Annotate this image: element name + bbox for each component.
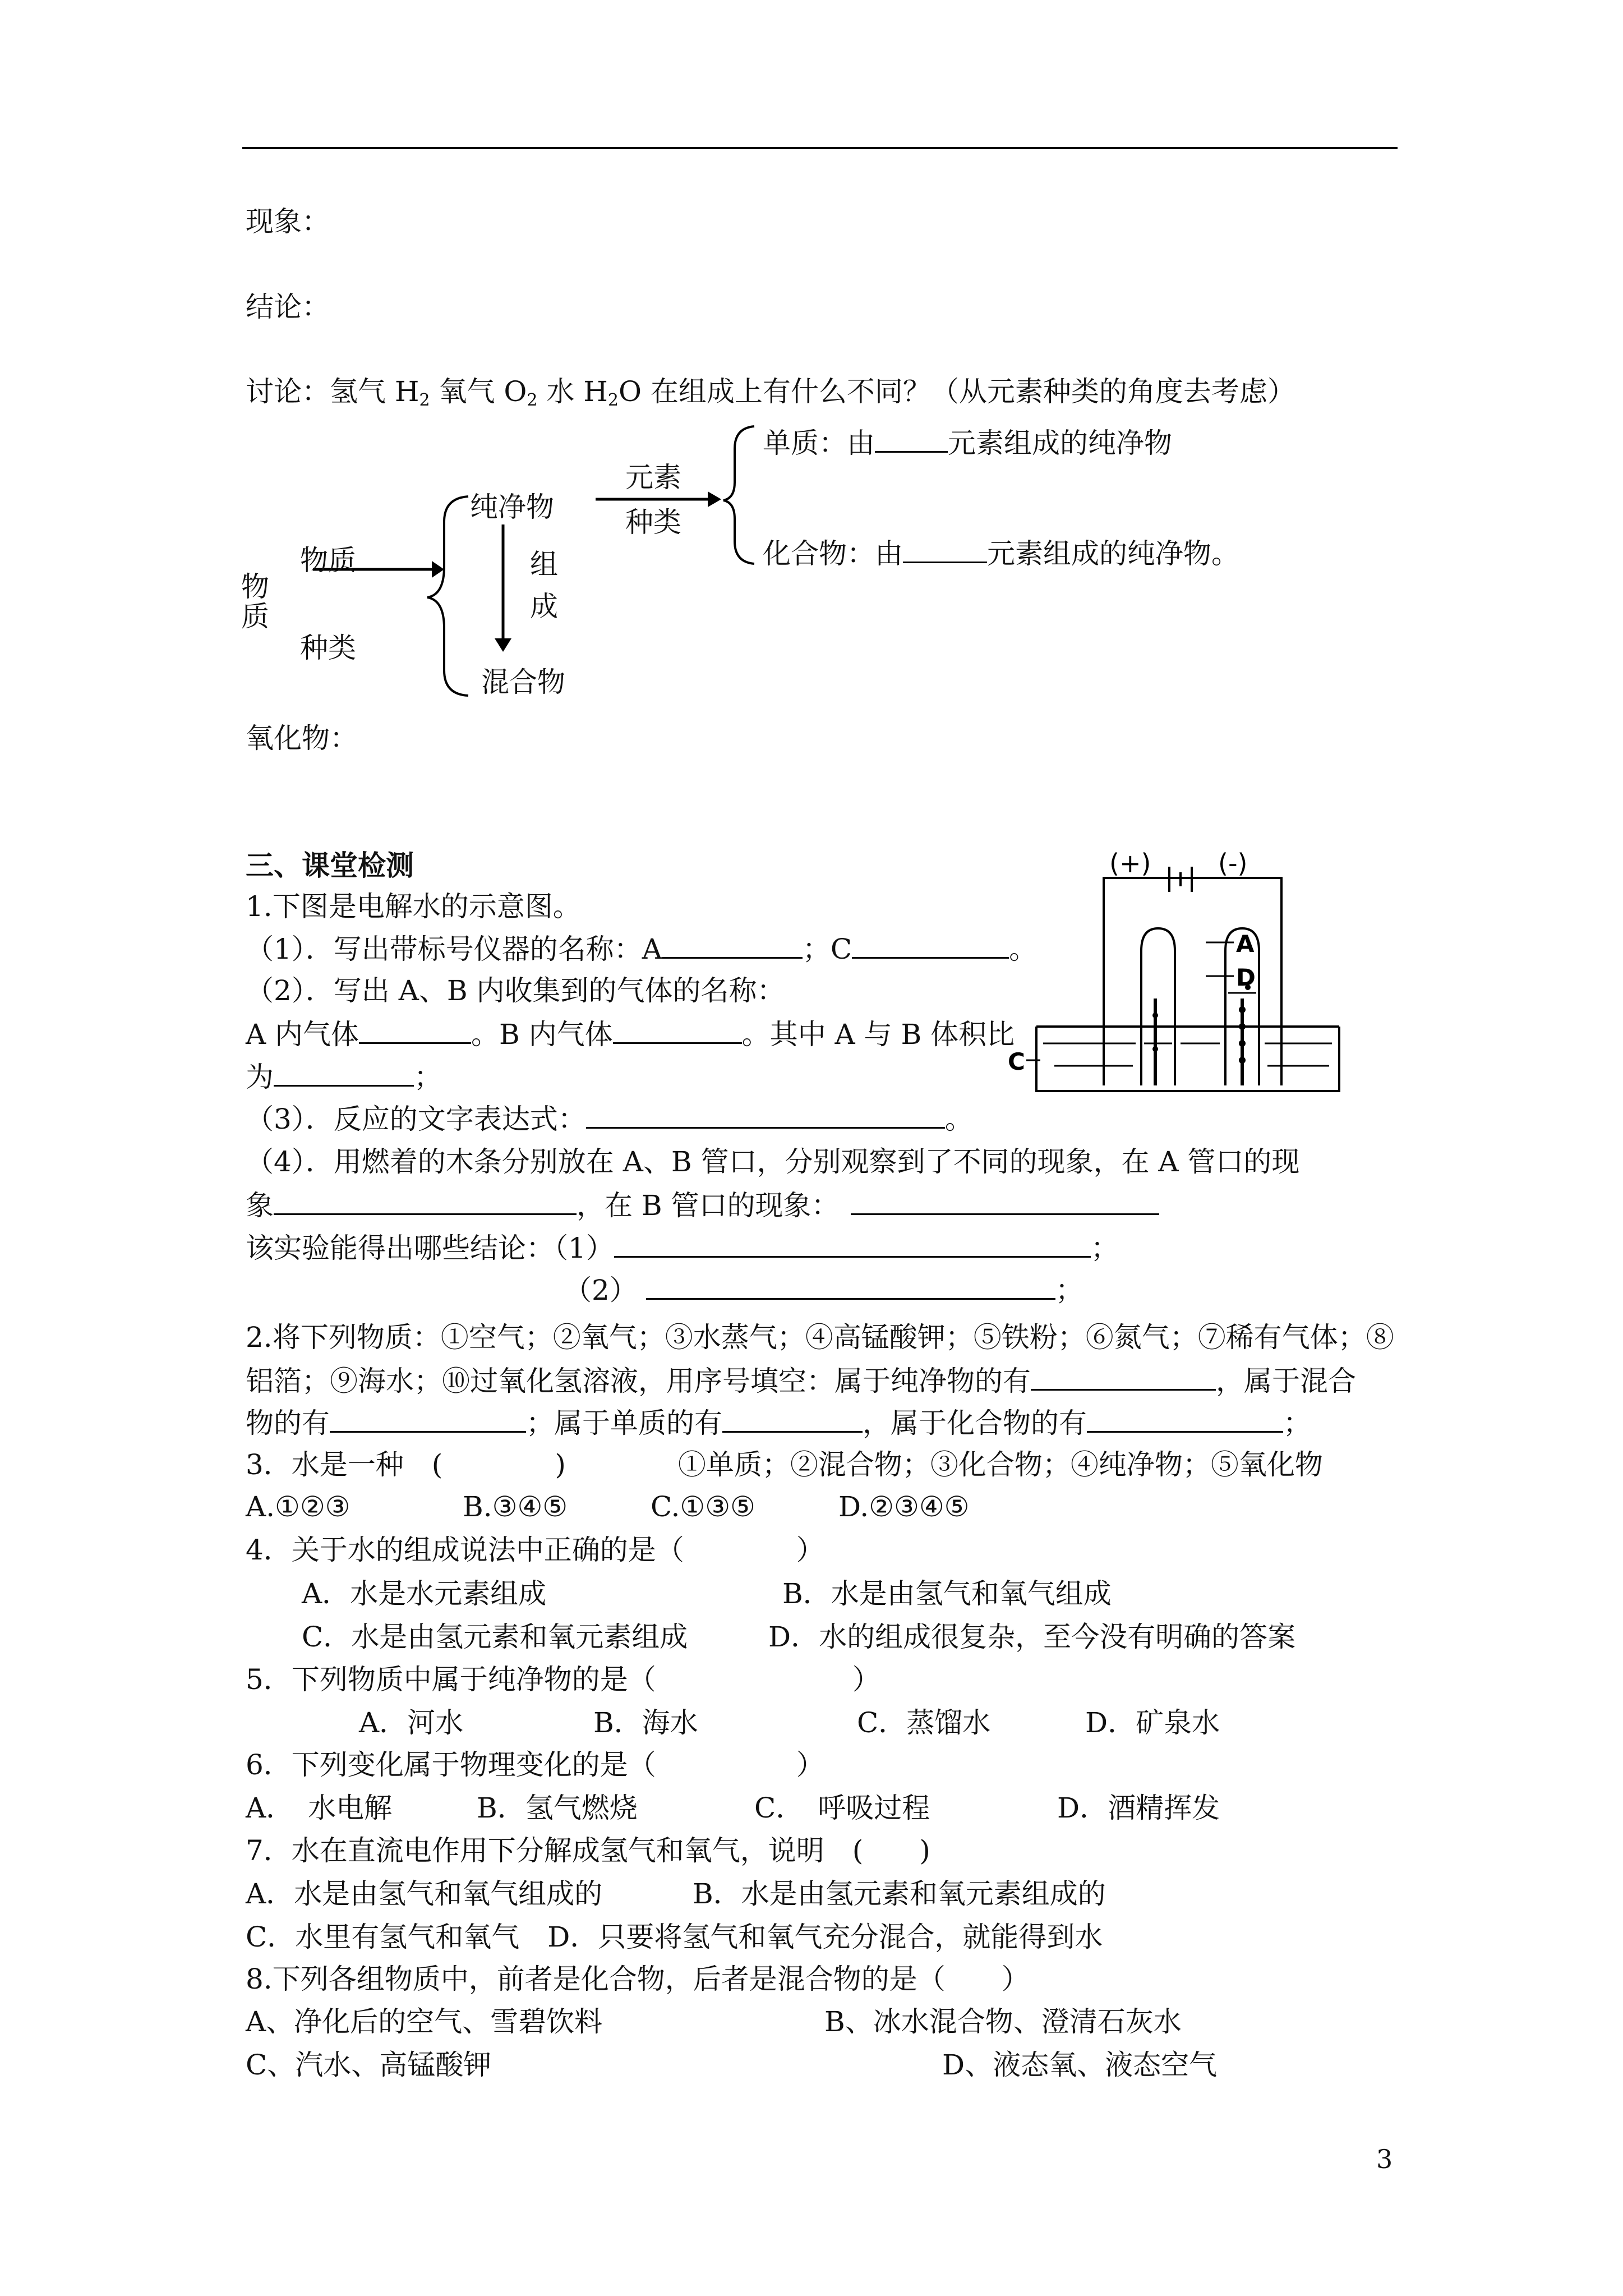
q3-option-c[interactable]: C.①③⑤: [651, 1490, 755, 1523]
diagram-mixture: 混合物: [481, 666, 565, 698]
q7-option-b[interactable]: B．水是由氢元素和氧元素组成的: [693, 1878, 1106, 1910]
q6-option-b[interactable]: B．氢气燃烧: [477, 1792, 638, 1824]
q4-option-c[interactable]: C．水是由氢元素和氧元素组成: [302, 1621, 688, 1653]
q6-stem: 6．下列变化属于物理变化的是（ ）: [246, 1749, 824, 1781]
q1-ratio-line: 为 ；: [246, 1059, 442, 1094]
q2-pure-blank[interactable]: [1031, 1363, 1216, 1391]
diagram-zhonglei2: 种类: [625, 506, 681, 539]
diagram-pure: 纯净物: [470, 491, 554, 523]
diagram-wuzhi: 物质: [300, 544, 356, 577]
diagram-yuansu: 元素: [625, 461, 681, 494]
q1-stem: 1.下图是电解水的示意图。: [246, 890, 581, 923]
q1-part4: （4）．用燃着的木条分别放在 A、B 管口，分别观察到了不同的现象，在 A 管口的现: [246, 1145, 1300, 1178]
oxide-label: 氧化物：: [246, 722, 358, 754]
q1-part4-cont: 象 ，在 B 管口的现象：: [246, 1188, 1159, 1223]
q2-line3: 物的有 ；属于单质的有 ，属于化合物的有 ；: [246, 1405, 1311, 1441]
q1-conclusion2: （2） ；: [564, 1272, 1083, 1308]
diagram-zhi: 质: [241, 600, 269, 633]
q4-option-d[interactable]: D．水的组成很复杂，至今没有明确的答案: [768, 1621, 1296, 1653]
q6-option-a[interactable]: A． 水电解: [246, 1792, 393, 1824]
fig-plus-label: (+): [1109, 848, 1151, 878]
q6-option-c[interactable]: C． 呼吸过程: [754, 1792, 930, 1824]
q8-option-c[interactable]: C、汽水、高锰酸钾: [246, 2049, 492, 2081]
q7-option-a[interactable]: A．水是由氢气和氧气组成的: [246, 1878, 603, 1910]
conclusion-label: 结论：: [246, 291, 330, 323]
q4-option-a[interactable]: A．水是水元素组成: [302, 1577, 547, 1610]
q8-option-d[interactable]: D、液态氧、液态空气: [942, 2049, 1218, 2081]
diagram-wu: 物: [241, 570, 269, 603]
discussion-line: 讨论：氢气 $H_2$ 氧气 $O_2$ 水 $H_2O$ 在组成上有什么不同？（从元素种类的角度去考虑）: [246, 375, 1295, 410]
q3-option-b[interactable]: B.③④⑤: [463, 1490, 568, 1523]
q2-line2: 铝箔；⑨海水；⑩过氧化氢溶液，用序号填空：属于纯净物的有 ，属于混合: [246, 1363, 1356, 1398]
q1-part1: （1）．写出带标号仪器的名称：A ；C 。: [246, 931, 1037, 967]
q7-options-cd[interactable]: C．水里有氢气和氧气 D．只要将氢气和氧气充分混合，就能得到水: [246, 1921, 1103, 1953]
fig-A-label: A: [1236, 930, 1255, 958]
diagram-zhonglei: 种类: [300, 632, 356, 664]
q2-line1: 2.将下列物质：①空气；②氧气；③水蒸气；④高锰酸钾；⑤铁粉；⑥氮气；⑦稀有气体；⑧: [246, 1321, 1394, 1354]
q5-option-d[interactable]: D．矿泉水: [1085, 1706, 1220, 1739]
q1-conclusion1: 该实验能得出哪些结论：（1） ；: [246, 1230, 1119, 1266]
q2-mixture-blank[interactable]: [330, 1405, 526, 1433]
q5-option-c[interactable]: C．蒸馏水: [857, 1706, 991, 1739]
diagram-cheng: 成: [530, 590, 558, 623]
container-vessel: [1036, 1027, 1339, 1091]
q8-option-b[interactable]: B、冰水混合物、澄清石灰水: [824, 2005, 1182, 2038]
q8-option-a[interactable]: A、净化后的空气、雪碧饮料: [246, 2005, 603, 2038]
section-title: 三、课堂检测: [246, 849, 414, 882]
q3-option-a[interactable]: A.①②③: [246, 1490, 351, 1523]
fig-C-label: C: [1008, 1048, 1025, 1075]
q2-element-blank[interactable]: [722, 1405, 863, 1433]
q4-option-b[interactable]: B．水是由氢气和氧气组成: [782, 1577, 1112, 1610]
q1-part2: （2）．写出 A、B 内收集到的气体的名称：: [246, 974, 785, 1007]
page-number: 3: [1376, 2144, 1393, 2174]
phenomenon-label: 现象：: [246, 205, 330, 238]
fig-D-label: D: [1236, 964, 1256, 991]
diagram-zu: 组: [530, 548, 558, 581]
q1-part3: （3）．反应的文字表达式： 。: [246, 1101, 973, 1137]
element-definition: 单质：由 元素组成的纯净物: [763, 425, 1172, 461]
q2-compound-blank[interactable]: [1087, 1405, 1283, 1433]
fig-minus-label: (-): [1218, 848, 1248, 878]
q1-gas-line: A 内气体 。B 内气体 。其中 A 与 B 体积比: [246, 1016, 1015, 1052]
q3-option-d[interactable]: D.②③④⑤: [838, 1490, 970, 1523]
q6-option-d[interactable]: D．酒精挥发: [1057, 1792, 1220, 1824]
compound-definition: 化合物：由 元素组成的纯净物。: [763, 536, 1239, 571]
q8-stem: 8.下列各组物质中，前者是化合物，后者是混合物的是（ ）: [246, 1963, 1030, 1995]
tube-a: [1141, 928, 1175, 1085]
q5-stem: 5．下列物质中属于纯净物的是（ ）: [246, 1663, 880, 1696]
q7-stem: 7．水在直流电作用下分解成氢气和氧气，说明 ( ): [246, 1834, 930, 1867]
q5-option-b[interactable]: B．海水: [593, 1706, 698, 1739]
q4-stem: 4．关于水的组成说法中正确的是（ ）: [246, 1534, 824, 1566]
q3-stem: 3．水是一种 ( ) ①单质；②混合物；③化合物；④纯净物；⑤氧化物: [246, 1448, 1323, 1481]
q5-option-a[interactable]: A．河水: [359, 1706, 464, 1739]
